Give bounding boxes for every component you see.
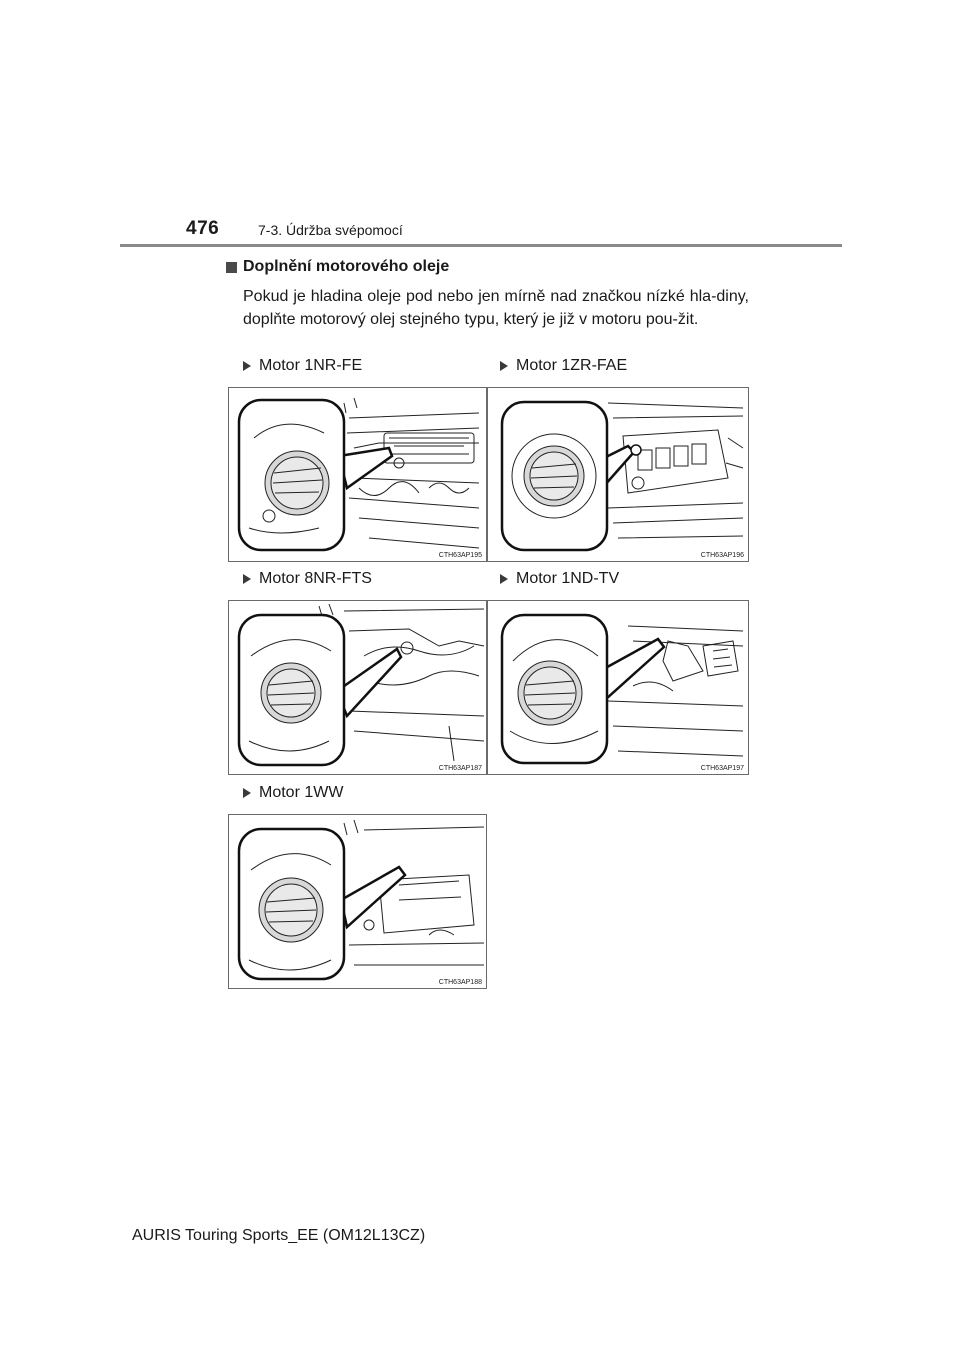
figure-code: CTH63AP196 — [700, 552, 744, 559]
figure-code: CTH63AP188 — [438, 979, 482, 986]
subheading-text: Doplnění motorového oleje — [243, 258, 450, 275]
header-rule — [120, 244, 842, 247]
figure-code: CTH63AP195 — [438, 552, 482, 559]
caption-text: Motor 1WW — [259, 784, 344, 801]
engine-illustration-1nr-fe — [228, 387, 487, 562]
page-number: 476 — [186, 218, 220, 239]
subheading — [226, 258, 449, 276]
engine-illustration-8nr-fts — [228, 600, 487, 775]
body-text: Pokud je hladina oleje pod nebo jen mírně nad značkou nízké hla-diny, doplňte motorový olej stejného typu, který je již v motoru pou-žit. — [243, 288, 749, 328]
caption-text: Motor 8NR-FTS — [259, 570, 372, 587]
caption-8nr-fts — [243, 570, 372, 588]
body-paragraph — [243, 285, 749, 331]
section-title: 7-3. Údržba svépomocí — [258, 222, 403, 238]
triangle-arrow-icon — [243, 574, 251, 584]
engine-illustration-1zr-fae — [487, 387, 749, 562]
engine-illustration-1nd-tv — [487, 600, 749, 775]
caption-1zr-fae — [500, 357, 627, 375]
triangle-arrow-icon — [500, 361, 508, 371]
figure-code: CTH63AP187 — [438, 765, 482, 772]
triangle-arrow-icon — [243, 788, 251, 798]
caption-text: Motor 1NR-FE — [259, 357, 363, 374]
caption-1nd-tv — [500, 570, 619, 588]
square-bullet-icon — [226, 262, 237, 273]
figure-code: CTH63AP197 — [700, 765, 744, 772]
caption-1nr-fe — [243, 357, 362, 375]
caption-text: Motor 1ZR-FAE — [516, 357, 628, 374]
caption-text: Motor 1ND-TV — [516, 570, 620, 587]
footer: AURIS Touring Sports_EE (OM12L13CZ) — [132, 1227, 426, 1244]
caption-1ww — [243, 784, 343, 802]
triangle-arrow-icon — [500, 574, 508, 584]
triangle-arrow-icon — [243, 361, 251, 371]
engine-illustration-1ww — [228, 814, 487, 989]
